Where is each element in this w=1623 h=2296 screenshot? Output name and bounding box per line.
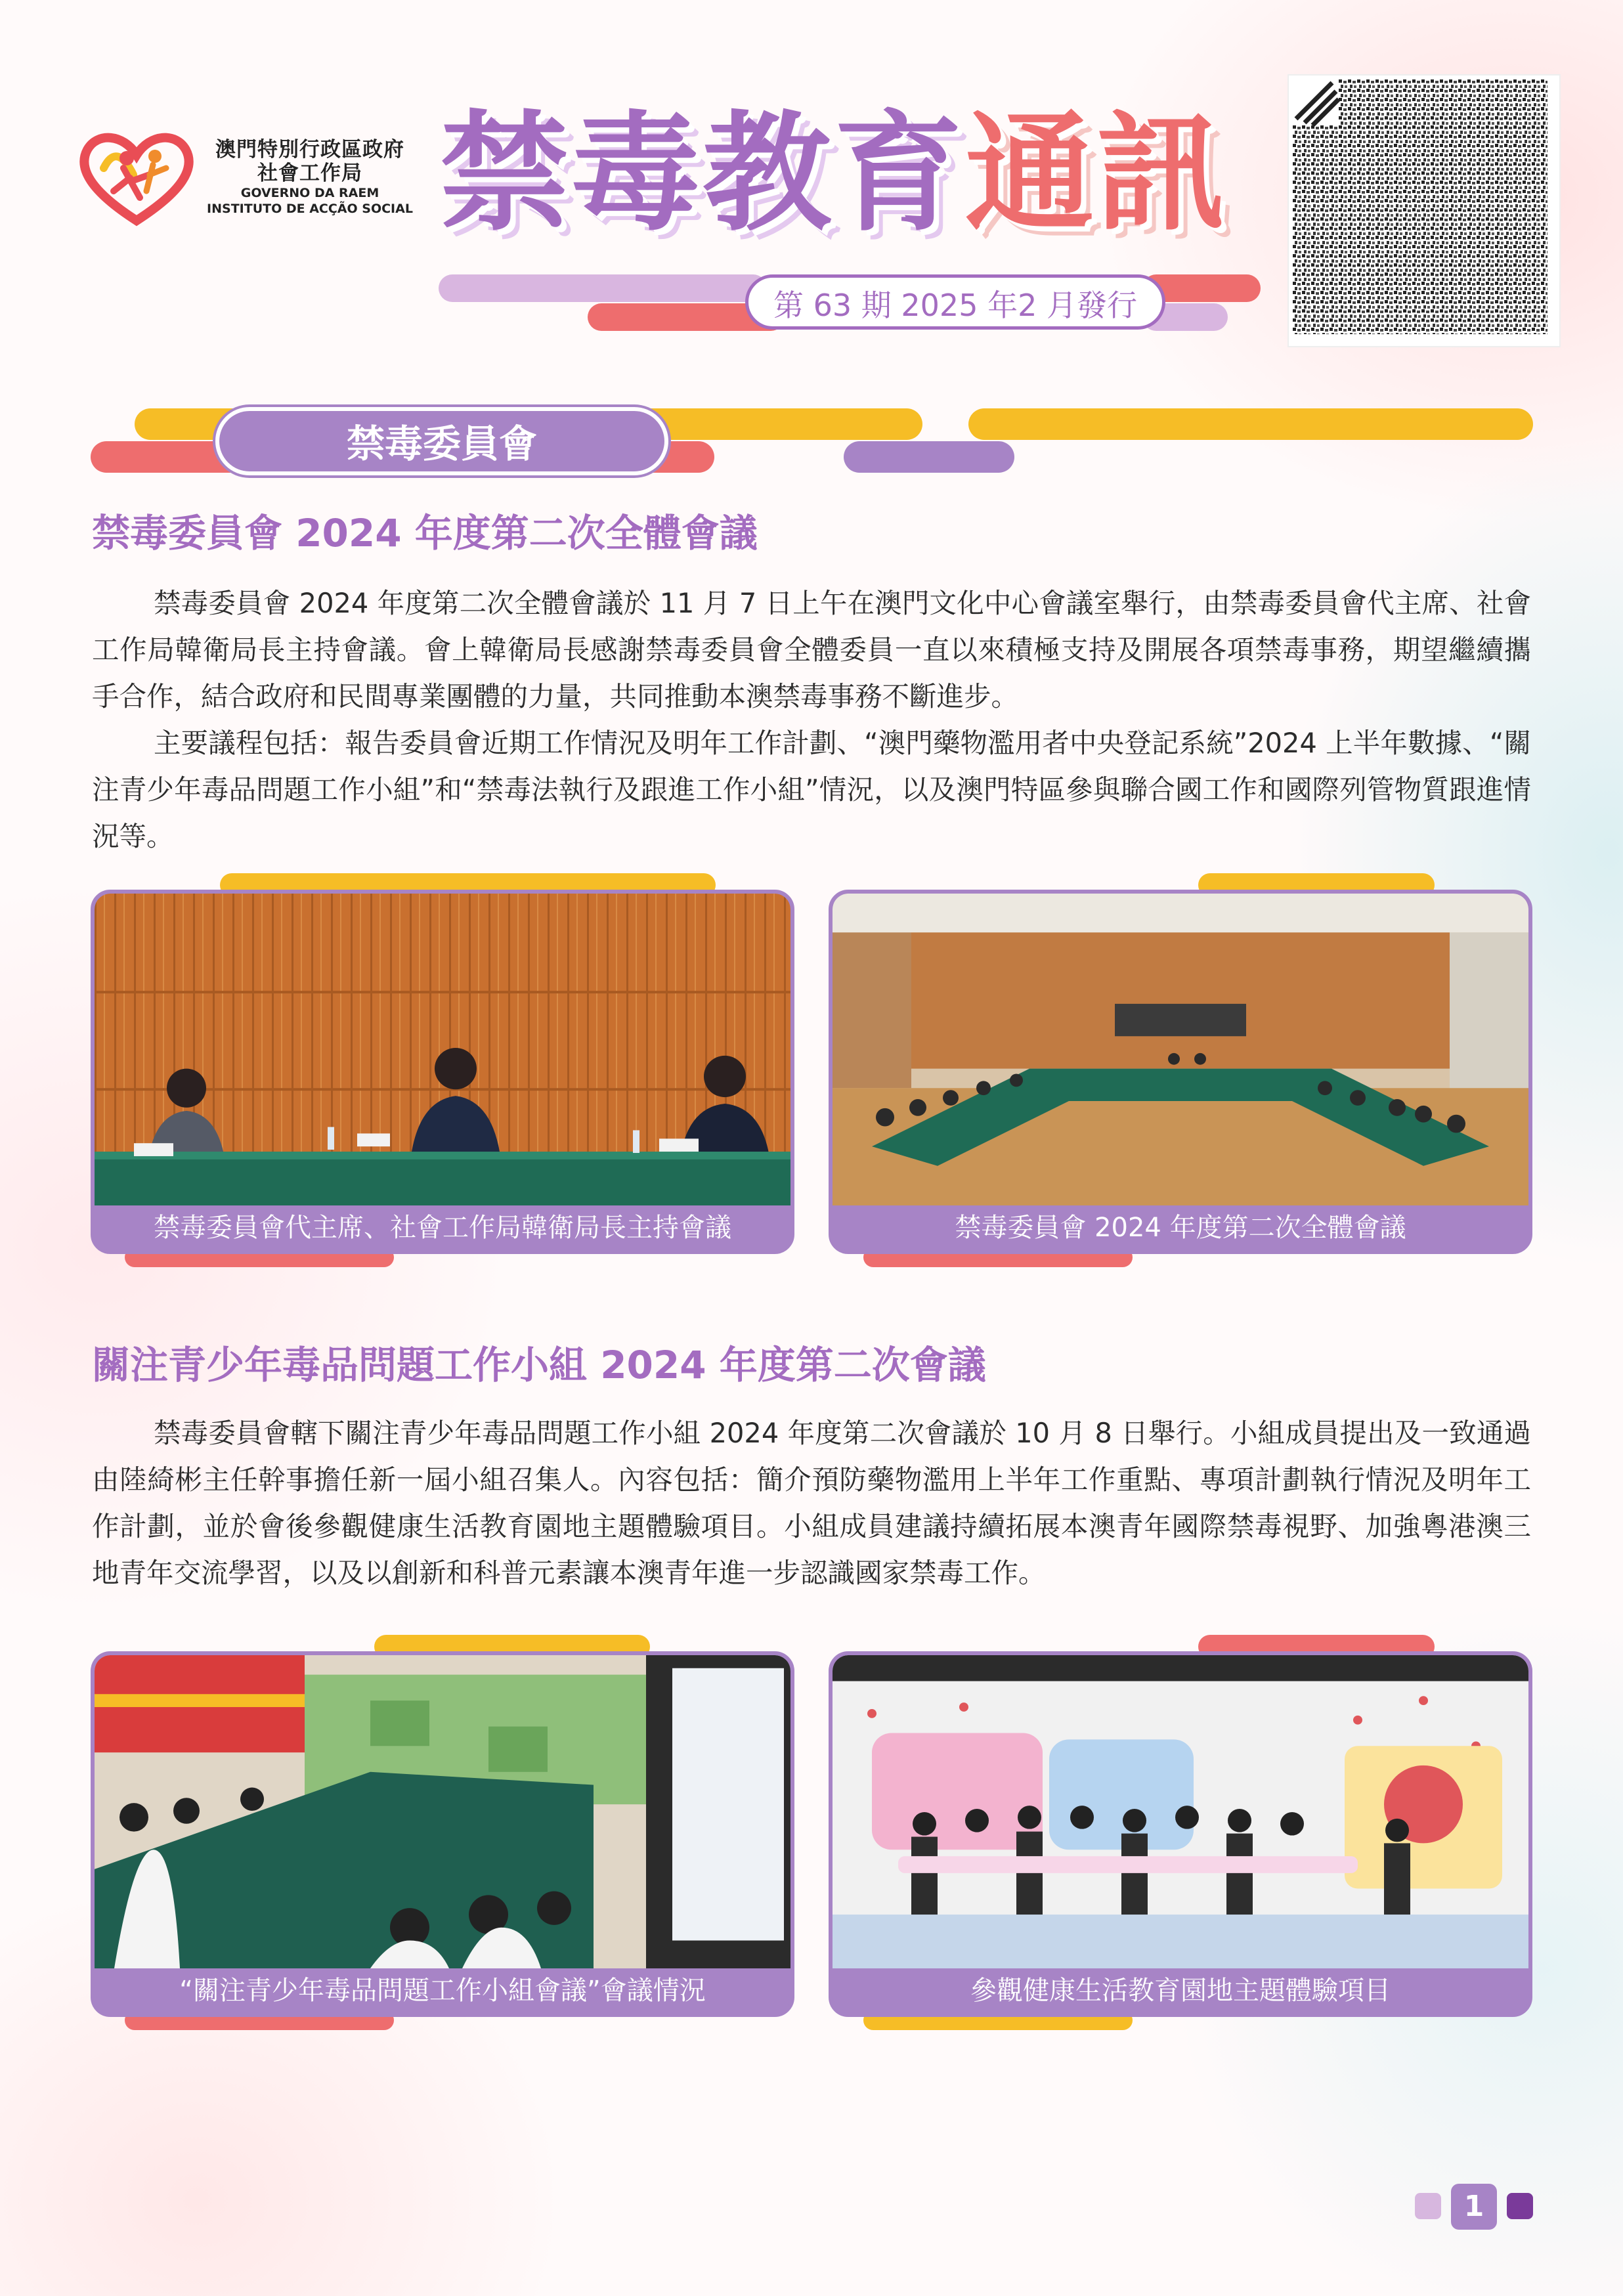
org-name-pt-2: INSTITUTO DE ACÇÃO SOCIAL [207, 202, 413, 216]
organization-name [205, 138, 415, 217]
decor-bar [844, 441, 1014, 473]
photo-2 [829, 890, 1532, 1254]
page-number: 1 [1451, 2184, 1497, 2230]
section-title: 禁毒委員會 [215, 407, 668, 475]
photo-1-image [95, 894, 790, 1205]
masthead-part-1: 禁毒教育 [440, 99, 966, 249]
decor-bar [439, 274, 767, 302]
article-1-body [92, 580, 1531, 859]
org-name-zh-2: 社會工作局 [257, 162, 362, 185]
qr-code-icon[interactable] [1289, 76, 1559, 346]
photo-4-caption: 參觀健康生活教育園地主題體驗項目 [970, 1976, 1391, 2006]
photo-1 [91, 890, 794, 1254]
masthead-part-2: 通訊 [965, 99, 1228, 249]
photo-2-caption: 禁毒委員會 2024 年度第二次全體會議 [955, 1213, 1406, 1243]
article-1-paragraph-2: 主要議程包括：報告委員會近期工作情況及明年工作計劃、“澳門藥物濫用者中央登記系統”2024 上半年數據、“關注青少年毒品問題工作小組”和“禁毒法執行及跟進工作小組”情況，以及澳門特區參與聯合國工作和國際列管物質跟進情況等。 [92, 727, 1531, 852]
photo-2-image [833, 894, 1528, 1205]
photo-3-caption: “關注青少年毒品問題工作小組會議”會議情況 [179, 1976, 706, 2006]
article-2-heading: 關注青少年毒品問題工作小組 2024 年度第二次會議 [92, 1343, 986, 1387]
org-name-pt-1: GOVERNO DA RAEM [240, 186, 379, 200]
masthead-title [440, 98, 1274, 249]
article-1-heading: 禁毒委員會 2024 年度第二次全體會議 [92, 511, 758, 555]
photo-1-caption: 禁毒委員會代主席、社會工作局韓衛局長主持會議 [154, 1213, 731, 1243]
photo-3 [91, 1651, 794, 2017]
page-decor-square [1507, 2193, 1533, 2219]
article-2-paragraph-1: 禁毒委員會轄下關注青少年毒品問題工作小組 2024 年度第二次會議於 10 月 8 日舉行。小組成員提出及一致通過由陸綺彬主任幹事擔任新一屆小組召集人。內容包括：簡介預防藥物濫用上半年工作重點、專項計劃執行情況及明年工作計劃，並於會後參觀健康生活教育園地主題體驗項目。小組成員建議持續拓展本澳青年國際禁毒視野、加強粵港澳三地青年交流學習，以及以創新和科普元素讓本澳青年進一步認識國家禁毒工作。 [92, 1417, 1531, 1589]
org-name-zh-1: 澳門特別行政區政府 [215, 138, 404, 162]
photo-4 [829, 1651, 1532, 2017]
article-1-paragraph-1: 禁毒委員會 2024 年度第二次全體會議於 11 月 7 日上午在澳門文化中心會議室舉行，由禁毒委員會代主席、社會工作局韓衛局長主持會議。會上韓衛局長感謝禁毒委員會全體委員一直以來積極支持及開展各項禁毒事務，期望繼續攜手合作，結合政府和民間專業團體的力量，共同推動本澳禁毒事務不斷進步。 [92, 587, 1531, 712]
decor-bar [968, 408, 1533, 440]
issue-label: 第 63 期 2025 年2 月發行 [745, 274, 1165, 330]
ias-logo [77, 129, 196, 227]
article-2-body [92, 1410, 1531, 1596]
photo-3-image [95, 1655, 790, 1968]
page-decor-square [1415, 2193, 1441, 2219]
photo-4-image [833, 1655, 1528, 1968]
